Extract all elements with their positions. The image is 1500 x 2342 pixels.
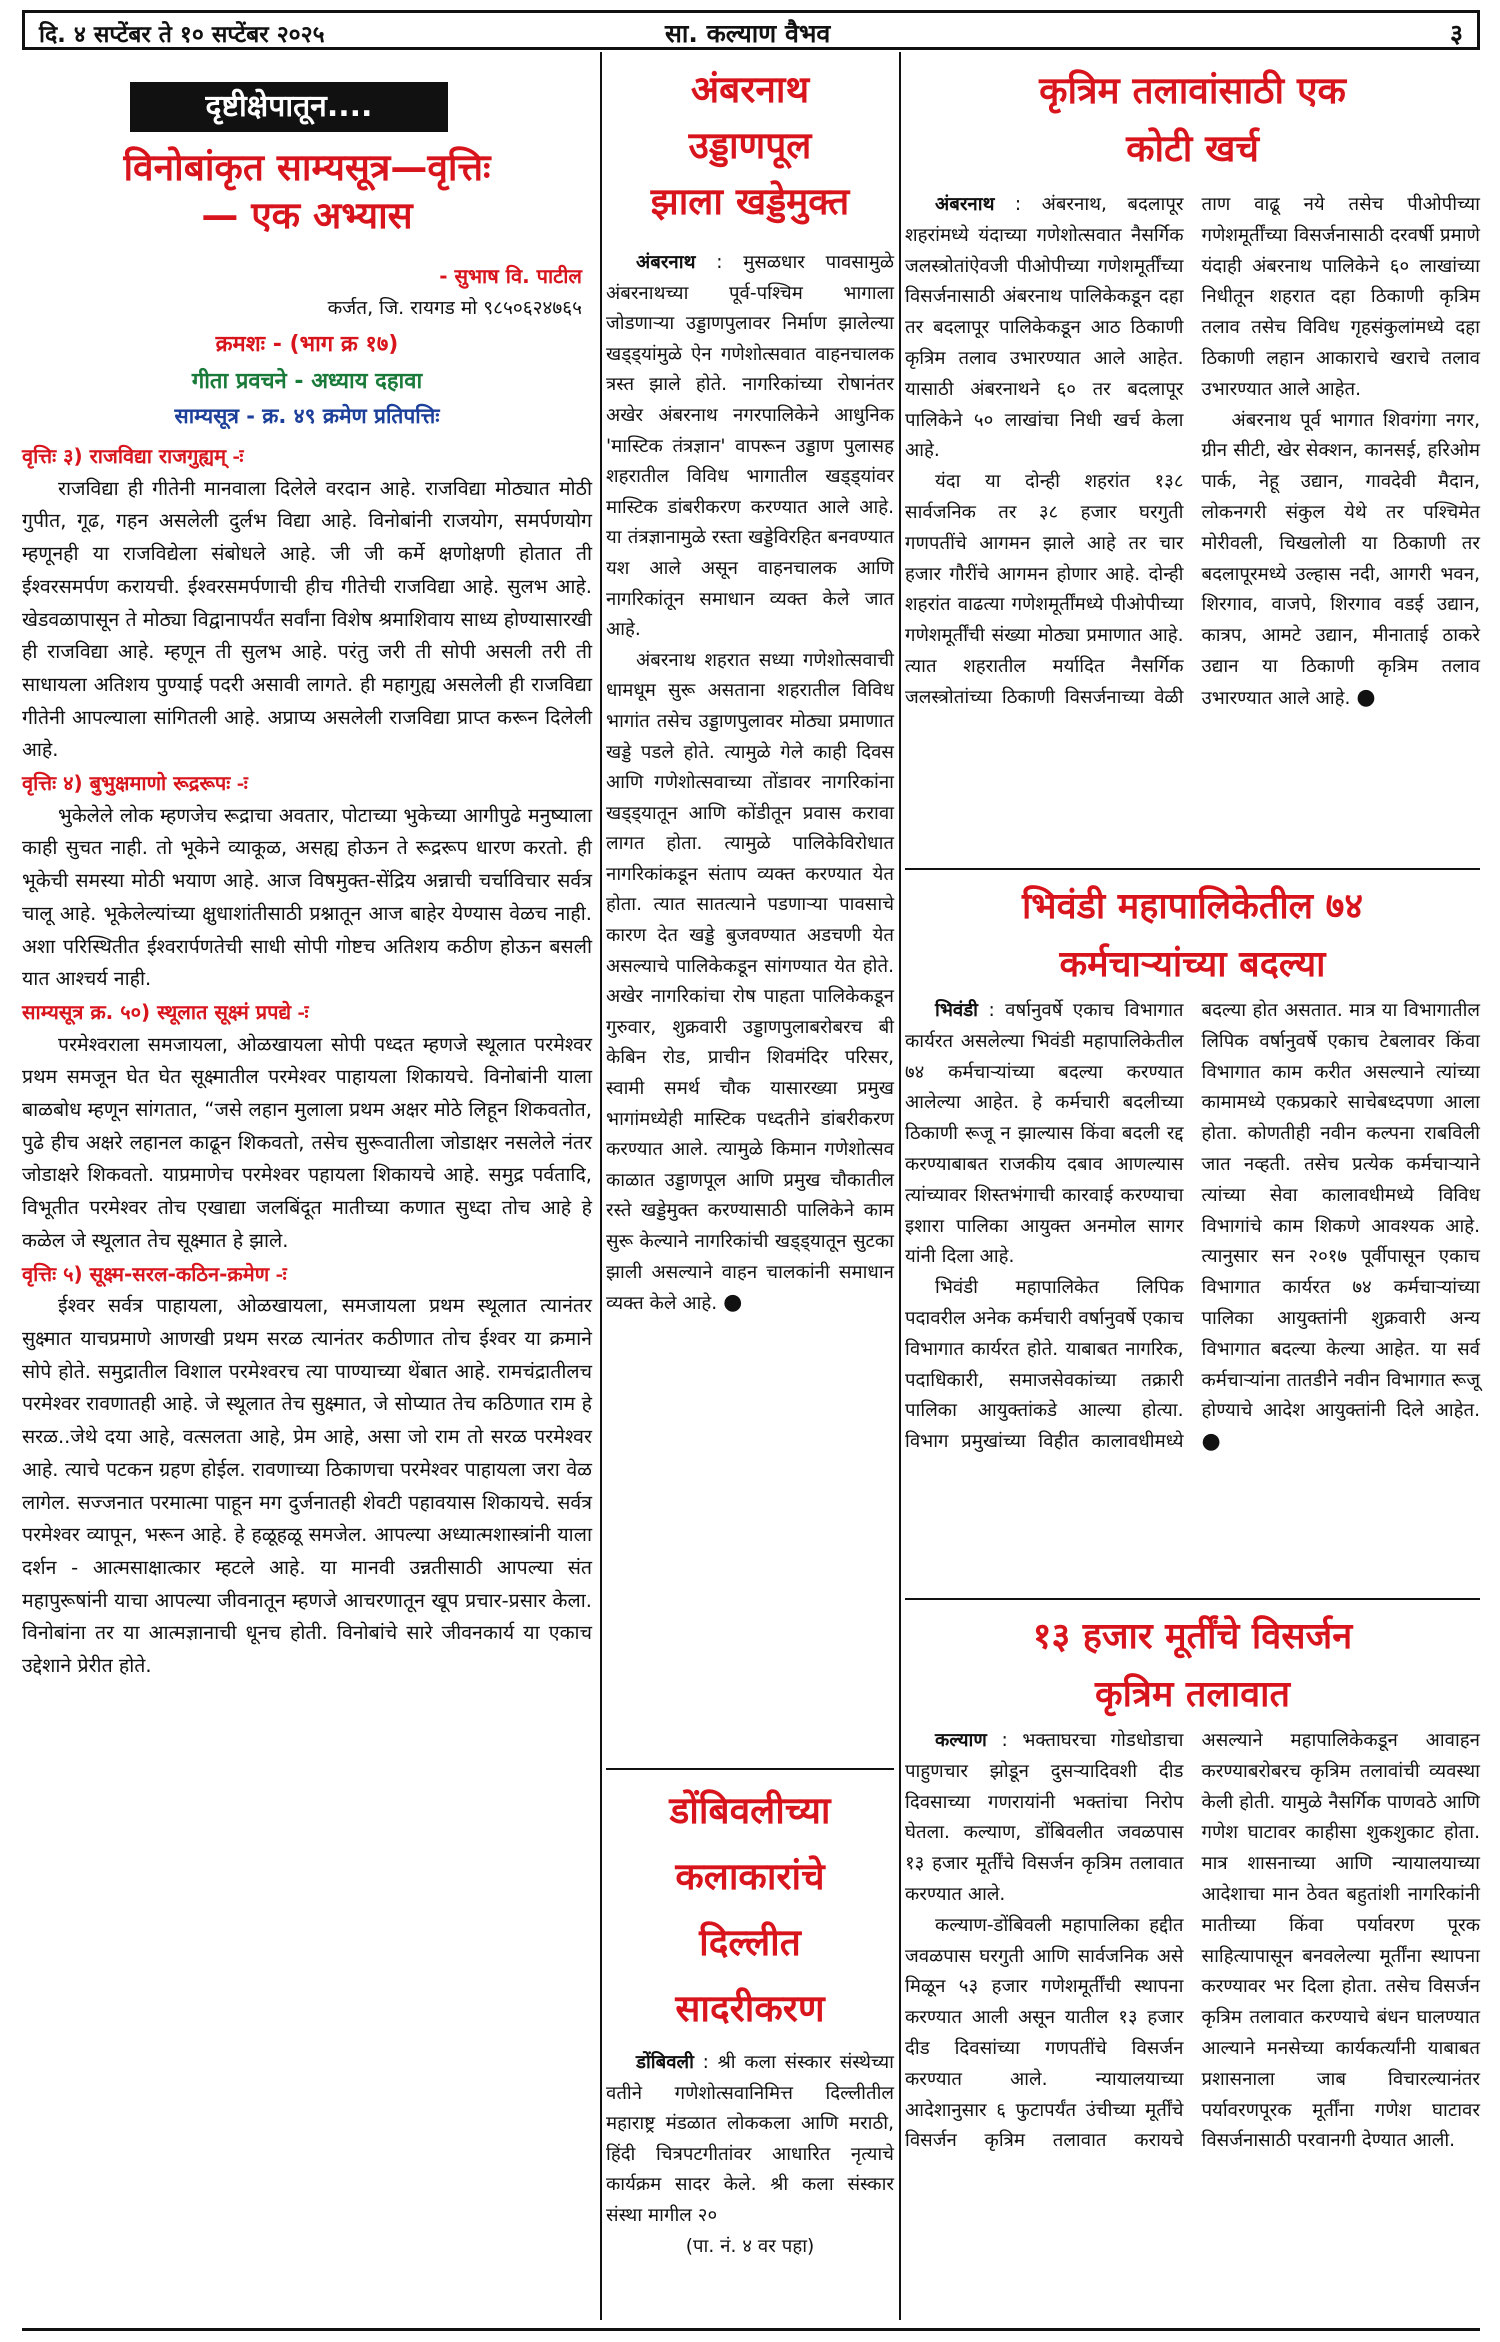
article-title <box>22 144 592 240</box>
title-line: कृत्रिम तलावात <box>1094 1674 1291 1715</box>
story-body-artificial-ponds: अंबरनाथ : अंबरनाथ, बदलापूर शहरांमध्ये यंदाच्या गणेशोत्सवात नैसर्गिक जलस्त्रोतांऐवजी पीओपीच्या गणेशमूर्तींच्या विसर्जनासाठी अंबरनाथ पालिकेकडून दहा तर बदलापूर पालिकेकडून आठ ठिकाणी कृत्रिम तलाव उभारण्यात आले आहेत. यासाठी अंबरनाथने ६० तर बदलापूर पालिकेने ५० लाखांचा निधी खर्च केला आहे. यंदा या दोन्ही शहरांत १३८ सार्वजनिक तर ३८ हजार घरगुती गणपतींचे आगमन झाले आहे तर चार हजार गौरींचे आगमन होणार आहे. दोन्ही शहरांत वाढत्या गणेशमूर्तींमध्ये पीओपीच्या गणेशमूर्तींची संख्या मोठ्या प्रमाणात आहे. त्यात शहरातील मर्यादित नैसर्गिक जलस्त्रोतांच्या ठिकाणी विसर्जनाच्या वेळी ताण वाढू नये तसेच पीओपीच्या गणेशमूर्तींच्या विसर्जनासाठी दरवर्षी प्रमाणे यंदाही अंबरनाथ पालिकेने ६० लाखांच्या निधीतून शहरात दहा ठिकाणी कृत्रिम तलाव तसेच विविध गृहसंकुलांमध्ये दहा ठिकाणी लहान आकाराचे खराचे तलाव उभारण्यात आले आहेत. अंबरनाथ पूर्व भागात शिवगंगा नगर, ग्रीन सीटी, खेर सेक्शन, कानसई, हरिओम पार्क, नेहू उद्यान, गावदेवी मैदान, लोकनगरी संकुल येथे तर पश्चिमेत मोरीवली, चिखलोली या ठिकाणी तर बदलापूरमध्ये उल्हास नदी, आगरी भवन, शिरगाव, वाजपे, शिरगाव वडई उद्यान, कात्रप, आमटे उद्यान, मीनाताई ठाकरे उद्यान या ठिकाणी कृत्रिम तलाव उभारण्यात आले आहे. ● <box>905 190 1480 715</box>
page-header <box>22 10 1480 50</box>
dateline: अंबरनाथ <box>636 252 696 273</box>
title-line: अंबरनाथ <box>690 68 810 111</box>
dateline: भिवंडी <box>935 1000 978 1021</box>
paragraph: श्री कला संस्कार संस्थेच्या वतीने गणेशोत्सवानिमित्त दिल्लीतील महाराष्ट्र मंडळात लोककला आणि मराठी, हिंदी चित्रपटगीतांवर आधारित नृत्याचे कार्यक्रम सादर केले. श्री कला संस्कार संस्था मागील २० <box>606 2052 894 2226</box>
subject-line: गीता प्रवचने - अध्याय दहावा <box>191 369 423 394</box>
story-title-kalyan-immersion <box>905 1608 1480 1724</box>
column-rule-2 <box>899 52 901 2320</box>
paragraph: ईश्वर सर्वत्र पाहायला, ओळखायला, समजायला प्रथम स्थूलात त्यानंतर सुक्ष्मात याचप्रमाणे आणखी प्रथम सरळ त्यानंतर कठीणात तोच ईश्वर या क्रमाने सोपे होते. समुद्रातील विशाल परमेश्वरच त्या पाण्याच्या थेंबात आहे. रामचंद्रातीलच परमेश्वर रावणातही आहे. जे स्थूलात तेच सुक्ष्मात, जे सोप्यात तेच कठिणात राम हे सरळ..जेथे दया आहे, वत्सलता आहे, प्रेम आहे, असा जो राम तो सरळ परमेश्वर आहे. त्याचे पटकन ग्रहण होईल. रावणाच्या ठिकाणचा परमेश्वर पाहायला जरा वेळ लागेल. सज्जनात परमात्मा पाहून मग दुर्जनातही शेवटी पहावयास शिकायचे. सर्वत्र परमेश्वर व्यापून, भरून आहे. हे हळूहळू समजेल. आपल्या अध्यात्मशास्त्रांनी याला दर्शन - आत्मसाक्षात्कार म्हटले आहे. या मानवी उन्नतीसाठी आपल्या संत महापुरूषांनी याचा आपल्या जीवनातून म्हणजे आचरणातून खूप प्रचार-प्रसार केला. विनोबांना तर या आत्मज्ञानाची धूनच होती. विनोबांचे सारे जीवनकार्य या एकाच उद्देशाने प्रेरीत होते. <box>22 1294 592 1678</box>
dateline: अंबरनाथ <box>935 194 995 215</box>
paragraph: वर्षानुवर्षे एकाच विभागात कार्यरत असलेल्या भिवंडी महापालिकेतील ७४ कर्मचाऱ्यांच्या बदल्या करण्यात आलेल्या आहेत. हे कर्मचारी बदलीच्या ठिकाणी रूजू न झाल्यास किंवा बदली रद्द करण्याबाबत राजकीय दबाव आणल्यास त्यांच्यावर शिस्तभंगाची कारवाई करण्याचा इशारा पालिका आयुक्त अनमोल सागर यांनी दिला आहे. <box>905 1000 1184 1268</box>
paragraph: राजविद्या ही गीतेनी मानवाला दिलेले वरदान आहे. राजविद्या मोठ्यात मोठी गुपीत, गूढ, गहन असलेली दुर्लभ विद्या आहे. विनोबांनी राजयोग, समर्पणयोग म्हणूनही या राजविद्येला संबोधले आहे. जी जी कर्मे क्षणोक्षणी होतात ती ईश्वरसमर्पण करायची. ईश्वरसमर्पणाची हीच गीतेची राजविद्या आहे. सुलभ आहे. खेडवळापासून ते मोठ्या विद्वानापर्यंत सर्वांना विशेष श्रमाशिवाय साध्य होण्यासारखी ही राजविद्या आहे. म्हणून ती सुलभ आहे. परंतु जरी ती सोपी असली तरी ती साधायला अतिशय पुण्याई पदरी असावी लागते. ही महागुह्य असलेली ही राजविद्या गीतेनी आपल्याला सांगितली आहे. अप्राप्य असलेली राजविद्या प्राप्त करून दिलेली आहे. <box>22 476 592 762</box>
story-title-bhiwandi-transfers <box>905 878 1480 994</box>
paragraph: मुसळधार पावसामुळे अंबरनाथच्या पूर्व-पश्चिम भागाला जोडणाऱ्या उड्डाणपुलावर निर्माण झालेल्या खड्ड्यांमुळे ऐन गणेशोत्सवात वाहनचालक त्रस्त झाले होते. नागरिकांच्या रोषानंतर अखेर अंबरनाथ नगरपालिकेने आधुनिक 'मास्टिक तंत्रज्ञान' वापरून उड्डाण पुलासह शहरातील विविध भागातील खड्ड्यांवर मास्टिक डांबरीकरण करण्यात आले आहे. या तंत्रज्ञानामुळे रस्ता खड्डेविरहित बनवण्यात यश आले असून वाहनचालक आणि नागरिकांतून समाधान व्यक्त केले जात आहे. <box>606 252 894 641</box>
paragraph: भक्ताघरचा गोडधोडाचा पाहुणचार झोडून दुसऱ्यादिवशी दीड दिवसाच्या गणरायांनी भक्तांचा निरोप घेतला. कल्याण, डोंबिवलीत जवळपास १३ हजार मूर्तींचे विसर्जन कृत्रिम तलावात करण्यात आले. <box>905 1730 1184 1905</box>
page-number: ३ <box>1449 19 1463 48</box>
title-line: सादरीकरण <box>675 1987 825 2030</box>
section-heading: वृत्तिः ३) राजविद्या राजगुह्यम् -ः <box>22 444 244 468</box>
paragraph: परमेश्वराला समजायला, ओळखायला सोपी पध्दत म्हणजे स्थूलात परमेश्वर प्रथम समजून घेत घेत सूक्ष्मातील परमेश्वर पाहायला शिकायचे. विनोबांनी याला बाळबोध म्हणून सांगतात, “जसे लहान मुलाला प्रथम अक्षर मोठे लिहून शिकवतोत, पुढे हीच अक्षरे लहानल काढून शिकवतो, तसेच सुरूवातीला जोडाक्षर नसलेले नंतर जोडाक्षरे शिकवतो. याप्रमाणेच परमेश्वर पहायला शिकायचे आहे. समुद्र पर्वतादि, विभूतीत परमेश्वर तोच एखाद्या जलबिंदूत मातीच्या कणात सुध्दा तोच आहे हे कळेल जे स्थूलात तेच सूक्ष्मात हे झाले. <box>22 1032 592 1252</box>
paragraph: कल्याण-डोंबिवली महापालिका हद्दीत जवळपास घरगुती आणि सार्वजनिक असे मिळून ५३ हजार गणेशमूर्तींची स्थापना करण्यात आली असून यातील १३ हजार दीड दिवसांच्या गणपतींचे विसर्जन करण्यात आले. न्यायालयाच्या आदेशानुसार ६ फुटापर्यंत उंचीच्या मूर्तींचे विसर्जन कृत्रिम तलावात करायचे असल्याने महापालिकेकडून आवाहन करण्याबरोबरच कृत्रिम तलावांची व्यवस्था केली होती. यामुळे नैसर्गिक पाणवठे आणि गणेश घाटावर काहीसा शुकशुकाट होता. मात्र शासनाच्या आणि न्यायालयाच्या आदेशाचा मान ठेवत बहुतांशी नागरिकांनी मातीच्या किंवा पर्यावरण पूरक साहित्यापासून बनवलेल्या मूर्तींना स्थापना करण्यावर भर दिला होता. तसेच विसर्जन कृत्रिम तलावात करण्याचे बंधन घालण्यात आल्याने मनसेच्या कार्यकर्त्यांनी याबाबत प्रशासनाला जाब विचारल्यानंतर पर्यावरणपूरक मूर्तींना गणेश घाटावर विसर्जनासाठी परवानगी देण्यात आली. <box>905 1730 1480 2152</box>
story-body-bhiwandi-transfers: भिवंडी : वर्षानुवर्षे एकाच विभागात कार्यरत असलेल्या भिवंडी महापालिकेतील ७४ कर्मचाऱ्यांच्या बदल्या करण्यात आलेल्या आहेत. हे कर्मचारी बदलीच्या ठिकाणी रूजू न झाल्यास किंवा बदली रद्द करण्याबाबत राजकीय दबाव आणल्यास त्यांच्यावर शिस्तभंगाची कारवाई करण्याचा इशारा पालिका आयुक्त अनमोल सागर यांनी दिला आहे. भिवंडी महापालिकेत लिपिक पदावरील अनेक कर्मचारी वर्षानुवर्षे एकाच विभागात कार्यरत होते. याबाबत नागरिक, पदाधिकारी, समाजसेवकांच्या तक्रारी पालिका आयुक्तांकडे आल्या होत्या. विभाग प्रमुखांच्या विहीत कालावधीमध्ये बदल्या होत असतात. मात्र या विभागातील लिपिक वर्षानुवर्षे एकाच टेबलावर किंवा विभागात काम करीत असल्याने त्यांच्या कामामध्ये एकप्रकारे साचेबध्दपणा आला होता. कोणतीही नवीन कल्पना राबविली जात नव्हती. तसेच प्रत्येक कर्मचाऱ्याने त्यांच्या सेवा कालावधीमध्ये विविध विभागांचे काम शिकणे आवश्यक आहे. त्यानुसार सन २०१७ पूर्वीपासून एकाच विभागात कार्यरत ७४ कर्मचाऱ्यांच्या पालिका आयुक्तांनी शुक्रवारी अन्य विभागात बदल्या केल्या आहेत. या सर्व कर्मचाऱ्यांना तातडीने नवीन विभागात रूजू होण्याचे आदेश आयुक्तांनी दिले आहेत. ● <box>905 1000 1480 1455</box>
title-line: भिवंडी महापालिकेतील ७४ <box>1021 886 1364 927</box>
paragraph: भिवंडी महापालिकेत लिपिक पदावरील अनेक कर्मचारी वर्षानुवर्षे एकाच विभागात कार्यरत होते. याबाबत नागरिक, पदाधिकारी, समाजसेवकांच्या तक्रारी पालिका आयुक्तांकडे आल्या होत्या. विभाग प्रमुखांच्या विहीत कालावधीमध्ये बदल्या होत असतात. मात्र या विभागातील लिपिक वर्षानुवर्षे एकाच टेबलावर किंवा विभागात काम करीत असल्याने त्यांच्या कामामध्ये एकप्रकारे साचेबध्दपणा आला होता. कोणतीही नवीन कल्पना राबविली जात नव्हती. तसेच प्रत्येक कर्मचाऱ्याने त्यांच्या सेवा कालावधीमध्ये विविध विभागांचे काम शिकणे आवश्यक आहे. त्यानुसार सन २०१७ पूर्वीपासून एकाच विभागात कार्यरत ७४ कर्मचाऱ्यांच्या पालिका आयुक्तांनी शुक्रवारी अन्य विभागात बदल्या केल्या आहेत. या सर्व कर्मचाऱ्यांना तातडीने नवीन विभागात रूजू होण्याचे आदेश आयुक्तांनी दिले आहेत. <box>905 1000 1480 1453</box>
section-heading: वृत्तिः ४) बुभुक्षमाणो रूद्ररूपः -ः <box>22 771 248 796</box>
title-line: कलाकारांचे <box>675 1855 825 1898</box>
issue-date: दि. ४ सप्टेंबर ते १० सप्टेंबर २०२५ <box>39 22 325 48</box>
column-rule-1 <box>600 52 602 2320</box>
column-tag: दृष्टीक्षेपातून.... <box>130 82 448 132</box>
story-divider <box>905 868 1480 870</box>
section-heading: वृत्तिः ५) सूक्ष्म-सरल-कठिन-क्रमेण -ः <box>22 1261 287 1286</box>
sutra-line: साम्यसूत्र - क्र. ४९ क्रमेण प्रतिपत्तिः <box>174 404 440 428</box>
author-address: कर्जत, जि. रायगड मो ९८५०६२४७६५ <box>327 297 582 319</box>
story-divider <box>606 1768 894 1770</box>
paragraph: अंबरनाथ शहरात सध्या गणेशोत्सवाची धामधूम सुरू असताना शहरातील विविध भागांत तसेच उड्डाणपुलावर मोठ्या प्रमाणात खड्डे पडले होते. त्यामुळे गेले काही दिवस आणि गणेशोत्सवाच्या तोंडावर नागरिकांना खड्ड्यातून आणि कोंडीतून प्रवास करावा लागत होता. त्यामुळे पालिकेविरोधात नागरिकांकडून संताप व्यक्त करण्यात येत होता. त्यात सातत्याने पडणाऱ्या पावसाचे कारण देत खड्डे बुजवण्यात अडचणी येत असल्याचे पालिकेकडून सांगण्यात येत होते. अखेर नागरिकांचा रोष पाहता पालिकेकडून गुरुवार, शुक्रवारी उड्डाणपुलाबरोबरच बी केबिन रोड, प्राचीन शिवमंदिर परिसर, स्वामी समर्थ चौक यासारख्या प्रमुख भागांमध्येही मास्टिक पध्दतीने डांबरीकरण करण्यात आले. त्यामुळे किमान गणेशोत्सव काळात उड्डाणपूल आणि प्रमुख चौकातील रस्ते खड्डेमुक्त करण्यासाठी पालिकेने काम सुरू केल्याने नागरिकांची खड्ड्यातून सुटका झाली असल्याने वाहन चालकांनी समाधान व्यक्त केले आहे. <box>606 649 894 1315</box>
story-title-artificial-ponds <box>905 62 1480 178</box>
continued-note: (पा. नं. ४ वर पहा) <box>685 2235 815 2257</box>
story-title-dombivli-artists <box>606 1778 894 2042</box>
section-heading: साम्यसूत्र क्र. ५०) स्थूलात सूक्ष्मं प्रपद्ये -ः <box>22 999 309 1024</box>
author-name: - सुभाष वि. पाटील <box>439 264 582 288</box>
paragraph: भुकेलेले लोक म्हणजेच रूद्राचा अवतार, पोटाच्या भुकेच्या आगीपुढे मनुष्याला काही सुचत नाही. तो भूकेने व्याकूळ, असह्य होऊन ते रूद्ररूप धारण करतो. ही भूकेची समस्या मोठी भयाण आहे. आज विषमुक्त-सेंद्रिय अन्नाची चर्चाविचार सर्वत्र चालू आहे. भूकेलेल्यांच्या क्षुधाशांतीसाठी प्रश्नातून आज बाहेर येण्यास वेळच नाही. अशा परिस्थितीत ईश्वरार्पणतेची साधी सोपी गोष्टच अतिशय कठीण होऊन बसली यात आश्चर्य नाही. <box>22 803 592 991</box>
newspaper-name: सा. कल्याण वैभव <box>665 19 831 48</box>
story-divider <box>905 1598 1480 1600</box>
title-line: दिल्लीत <box>699 1921 801 1964</box>
story-body-kalyan-immersion: कल्याण : भक्ताघरचा गोडधोडाचा पाहुणचार झोडून दुसऱ्यादिवशी दीड दिवसाच्या गणरायांनी भक्तांचा निरोप घेतला. कल्याण, डोंबिवलीत जवळपास १३ हजार मूर्तींचे विसर्जन कृत्रिम तलावात करण्यात आले. कल्याण-डोंबिवली महापालिका हद्दीत जवळपास घरगुती आणि सार्वजनिक असे मिळून ५३ हजार गणेशमूर्तींची स्थापना करण्यात आली असून यातील १३ हजार दीड दिवसांच्या गणपतींचे विसर्जन करण्यात आले. न्यायालयाच्या आदेशानुसार ६ फुटापर्यंत उंचीच्या मूर्तींचे विसर्जन कृत्रिम तलावात करायचे असल्याने महापालिकेकडून आवाहन करण्याबरोबरच कृत्रिम तलावांची व्यवस्था केली होती. यामुळे नैसर्गिक पाणवठे आणि गणेश घाटावर काहीसा शुकशुकाट होता. मात्र शासनाच्या आणि न्यायालयाच्या आदेशाचा मान ठेवत बहुतांशी नागरिकांनी मातीच्या किंवा पर्यावरण पूरक साहित्यापासून बनवलेल्या मूर्तींना स्थापना करण्यावर भर दिला होता. तसेच विसर्जन कृत्रिम तलावात करण्याचे बंधन घालण्यात आल्याने मनसेच्या कार्यकर्त्यांनी याबाबत प्रशासनाला जाब विचारल्यानंतर पर्यावरणपूरक मूर्तींना गणेश घाटावर विसर्जनासाठी परवानगी देण्यात आली. <box>905 1726 1480 2157</box>
dateline: कल्याण <box>935 1730 987 1751</box>
paragraph: अंबरनाथ, बदलापूर शहरांमध्ये यंदाच्या गणेशोत्सवात नैसर्गिक जलस्त्रोतांऐवजी पीओपीच्या गणेशमूर्तींच्या विसर्जनासाठी अंबरनाथ पालिकेकडून दहा तर बदलापूर पालिकेकडून आठ ठिकाणी कृत्रिम तलाव उभारण्यात आले आहेत. यासाठी अंबरनाथने ६० तर बदलापूर पालिकेने ५० लाखांचा निधी खर्च केला आहे. <box>905 194 1184 462</box>
story-title-ambernath-bridge <box>606 62 894 230</box>
article-title-line2: — एक अभ्यास <box>201 194 413 238</box>
title-line: झाला खड्डेमुक्त <box>650 180 850 223</box>
paragraph: अंबरनाथ पूर्व भागात शिवगंगा नगर, ग्रीन सीटी, खेर सेक्शन, कानसई, हरिओम पार्क, नेहू उद्यान, गावदेवी मैदान, लोकनगरी संकुल येथे तर पश्चिमेत मोरीवली, चिखलोली या ठिकाणी तर बदलापूरमध्ये उल्हास नदी, आगरी भवन, शिरगाव, वाजपे, शिरगाव वडई उद्यान, कात्रप, आमटे उद्यान, मीनाताई ठाकरे उद्यान या ठिकाणी कृत्रिम तलाव उभारण्यात आले आहे. <box>1201 409 1480 709</box>
story-body-dombivli-artists: डोंबिवली : श्री कला संस्कार संस्थेच्या वतीने गणेशोत्सवानिमित्त दिल्लीतील महाराष्ट्र मंडळात लोककला आणि मराठी, हिंदी चित्रपटगीतांवर आधारित नृत्याचे कार्यक्रम सादर केले. श्री कला संस्कार संस्था मागील २० (पा. नं. ४ वर पहा) <box>606 2048 894 2262</box>
story-body-ambernath-bridge: अंबरनाथ : मुसळधार पावसामुळे अंबरनाथच्या पूर्व-पश्चिम भागाला जोडणाऱ्या उड्डाणपुलावर निर्माण झालेल्या खड्ड्यांमुळे ऐन गणेशोत्सवात वाहनचालक त्रस्त झाले होते. नागरिकांच्या रोषानंतर अखेर अंबरनाथ नगरपालिकेने आधुनिक 'मास्टिक तंत्रज्ञान' वापरून उड्डाण पुलासह शहरातील विविध भागातील खड्ड्यांवर मास्टिक डांबरीकरण करण्यात आले आहे. या तंत्रज्ञानामुळे रस्ता खड्डेविरहित बनवण्यात यश आले असून वाहनचालक आणि नागरिकांतून समाधान व्यक्त केले जात आहे. अंबरनाथ शहरात सध्या गणेशोत्सवाची धामधूम सुरू असताना शहरातील विविध भागांत तसेच उड्डाणपुलावर मोठ्या प्रमाणात खड्डे पडले होते. त्यामुळे गेले काही दिवस आणि गणेशोत्सवाच्या तोंडावर नागरिकांना खड्ड्यातून आणि कोंडीतून प्रवास करावा लागत होता. त्यामुळे पालिकेविरोधात नागरिकांकडून संताप व्यक्त करण्यात येत होता. त्यात सातत्याने पडणाऱ्या पावसाचे कारण देत खड्डे बुजवण्यात अडचणी येत असल्याचे पालिकेकडून सांगण्यात येत होते. अखेर नागरिकांचा रोष पाहता पालिकेकडून गुरुवार, शुक्रवारी उड्डाणपुलाबरोबरच बी केबिन रोड, प्राचीन शिवमंदिर परिसर, स्वामी समर्थ चौक यासारख्या प्रमुख भागांमध्येही मास्टिक पध्दतीने डांबरीकरण करण्यात आले. त्यामुळे किमान गणेशोत्सव काळात उड्डाणपूल आणि प्रमुख चौकातील रस्ते खड्डेमुक्त करण्यासाठी पालिकेने काम सुरू केल्याने नागरिकांची खड्ड्यातून सुटका झाली असल्याने वाहन चालकांनी समाधान व्यक्त केले आहे. ● <box>606 252 894 1316</box>
article-body <box>22 440 592 1683</box>
title-line: १३ हजार मूर्तींचे विसर्जन <box>1032 1616 1353 1657</box>
title-line: कर्मचाऱ्यांच्या बदल्या <box>1059 944 1326 985</box>
paragraph: यंदा या दोन्ही शहरांत १३८ सार्वजनिक तर ३८ हजार घरगुती गणपतींचे आगमन झाले आहे तर चार हजार गौरींचे आगमन होणार आहे. दोन्ही शहरांत वाढत्या गणेशमूर्तींमध्ये पीओपीच्या गणेशमूर्तींची संख्या मोठ्या प्रमाणात आहे. त्यात शहरातील मर्यादित नैसर्गिक जलस्त्रोतांच्या ठिकाणी विसर्जनाच्या वेळी ताण वाढू नये तसेच पीओपीच्या गणेशमूर्तींच्या विसर्जनासाठी दरवर्षी प्रमाणे यंदाही अंबरनाथ पालिकेने ६० लाखांच्या निधीतून शहरात दहा ठिकाणी कृत्रिम तलाव तसेच विविध गृहसंकुलांमध्ये दहा ठिकाणी लहान आकाराचे खराचे तलाव उभारण्यात आले आहेत. <box>905 194 1480 708</box>
series-part: क्रमशः - (भाग क्र १७) <box>215 332 399 357</box>
bottom-rule <box>22 2328 1480 2331</box>
title-line: उड्डाणपूल <box>688 124 812 167</box>
title-line: कोटी खर्च <box>1126 127 1259 170</box>
dateline: डोंबिवली <box>636 2052 694 2073</box>
article-title-line1: विनोबांकृत साम्यसूत्र—वृत्तिः <box>123 146 491 189</box>
title-line: डोंबिवलीच्या <box>669 1789 831 1832</box>
title-line: कृत्रिम तलावांसाठी एक <box>1039 69 1346 112</box>
